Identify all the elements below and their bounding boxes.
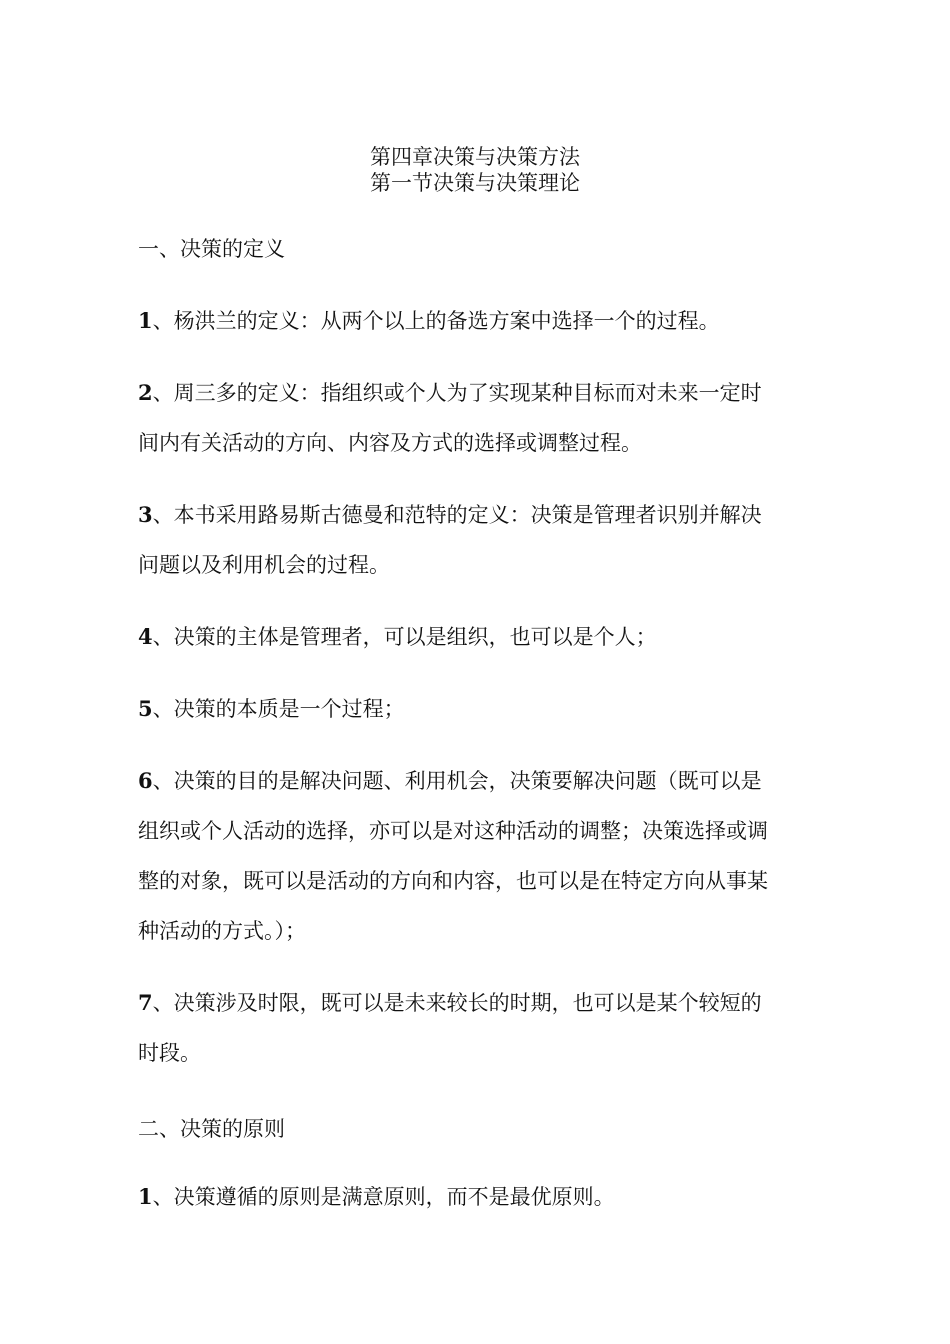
definition-item-7-line-1 [138,978,806,1028]
item-text: 、杨洪兰的定义：从两个以上的备选方案中选择一个的过程。 [152,309,720,333]
definition-item-6-line-4: 种活动的方式。）； [138,919,306,943]
item-number: 5 [138,696,153,721]
section-title: 第一节决策与决策理论 [370,171,580,195]
item-number: 1 [138,1184,153,1209]
principle-item-1 [138,1172,806,1222]
item-text: 、决策的主体是管理者，可以是组织，也可以是个人； [152,625,657,649]
definition-item-6-line-3: 整的对象，既可以是活动的方向和内容，也可以是在特定方向从事某 [138,869,768,893]
definition-item-2-line-2: 间内有关活动的方向、内容及方式的选择或调整过程。 [138,431,642,455]
definition-item-6-line-1 [138,756,806,806]
item-number: 7 [138,990,153,1015]
definition-item-1 [138,296,806,346]
definition-item-2-line-1 [138,368,806,418]
item-number: 2 [138,380,153,405]
definition-item-5 [138,684,806,734]
item-number: 1 [138,308,153,333]
definition-item-4 [138,612,806,662]
chapter-title: 第四章决策与决策方法 [370,145,580,169]
definition-item-6-line-2: 组织或个人活动的选择，亦可以是对这种活动的调整；决策选择或调 [138,819,768,843]
item-number: 3 [138,502,153,527]
item-text: 、决策的本质是一个过程； [152,697,405,721]
item-text: 、本书采用路易斯古德曼和范特的定义：决策是管理者识别并解决 [152,503,762,527]
item-text: 、周三多的定义：指组织或个人为了实现某种目标而对未来一定时 [152,381,762,405]
item-number: 6 [138,768,153,793]
item-text: 、决策涉及时限，既可以是未来较长的时期，也可以是某个较短的 [152,991,762,1015]
definition-item-7-line-2: 时段。 [138,1041,201,1065]
title-block [0,144,950,196]
section-1-heading: 一、决策的定义 [138,237,285,261]
item-text: 、决策遵循的原则是满意原则，而不是最优原则。 [152,1185,615,1209]
item-number: 4 [138,624,153,649]
definition-item-3-line-1 [138,490,806,540]
definition-item-3-line-2: 问题以及利用机会的过程。 [138,553,390,577]
item-text: 、决策的目的是解决问题、利用机会，决策要解决问题（既可以是 [152,769,762,793]
section-2-heading: 二、决策的原则 [138,1117,285,1141]
